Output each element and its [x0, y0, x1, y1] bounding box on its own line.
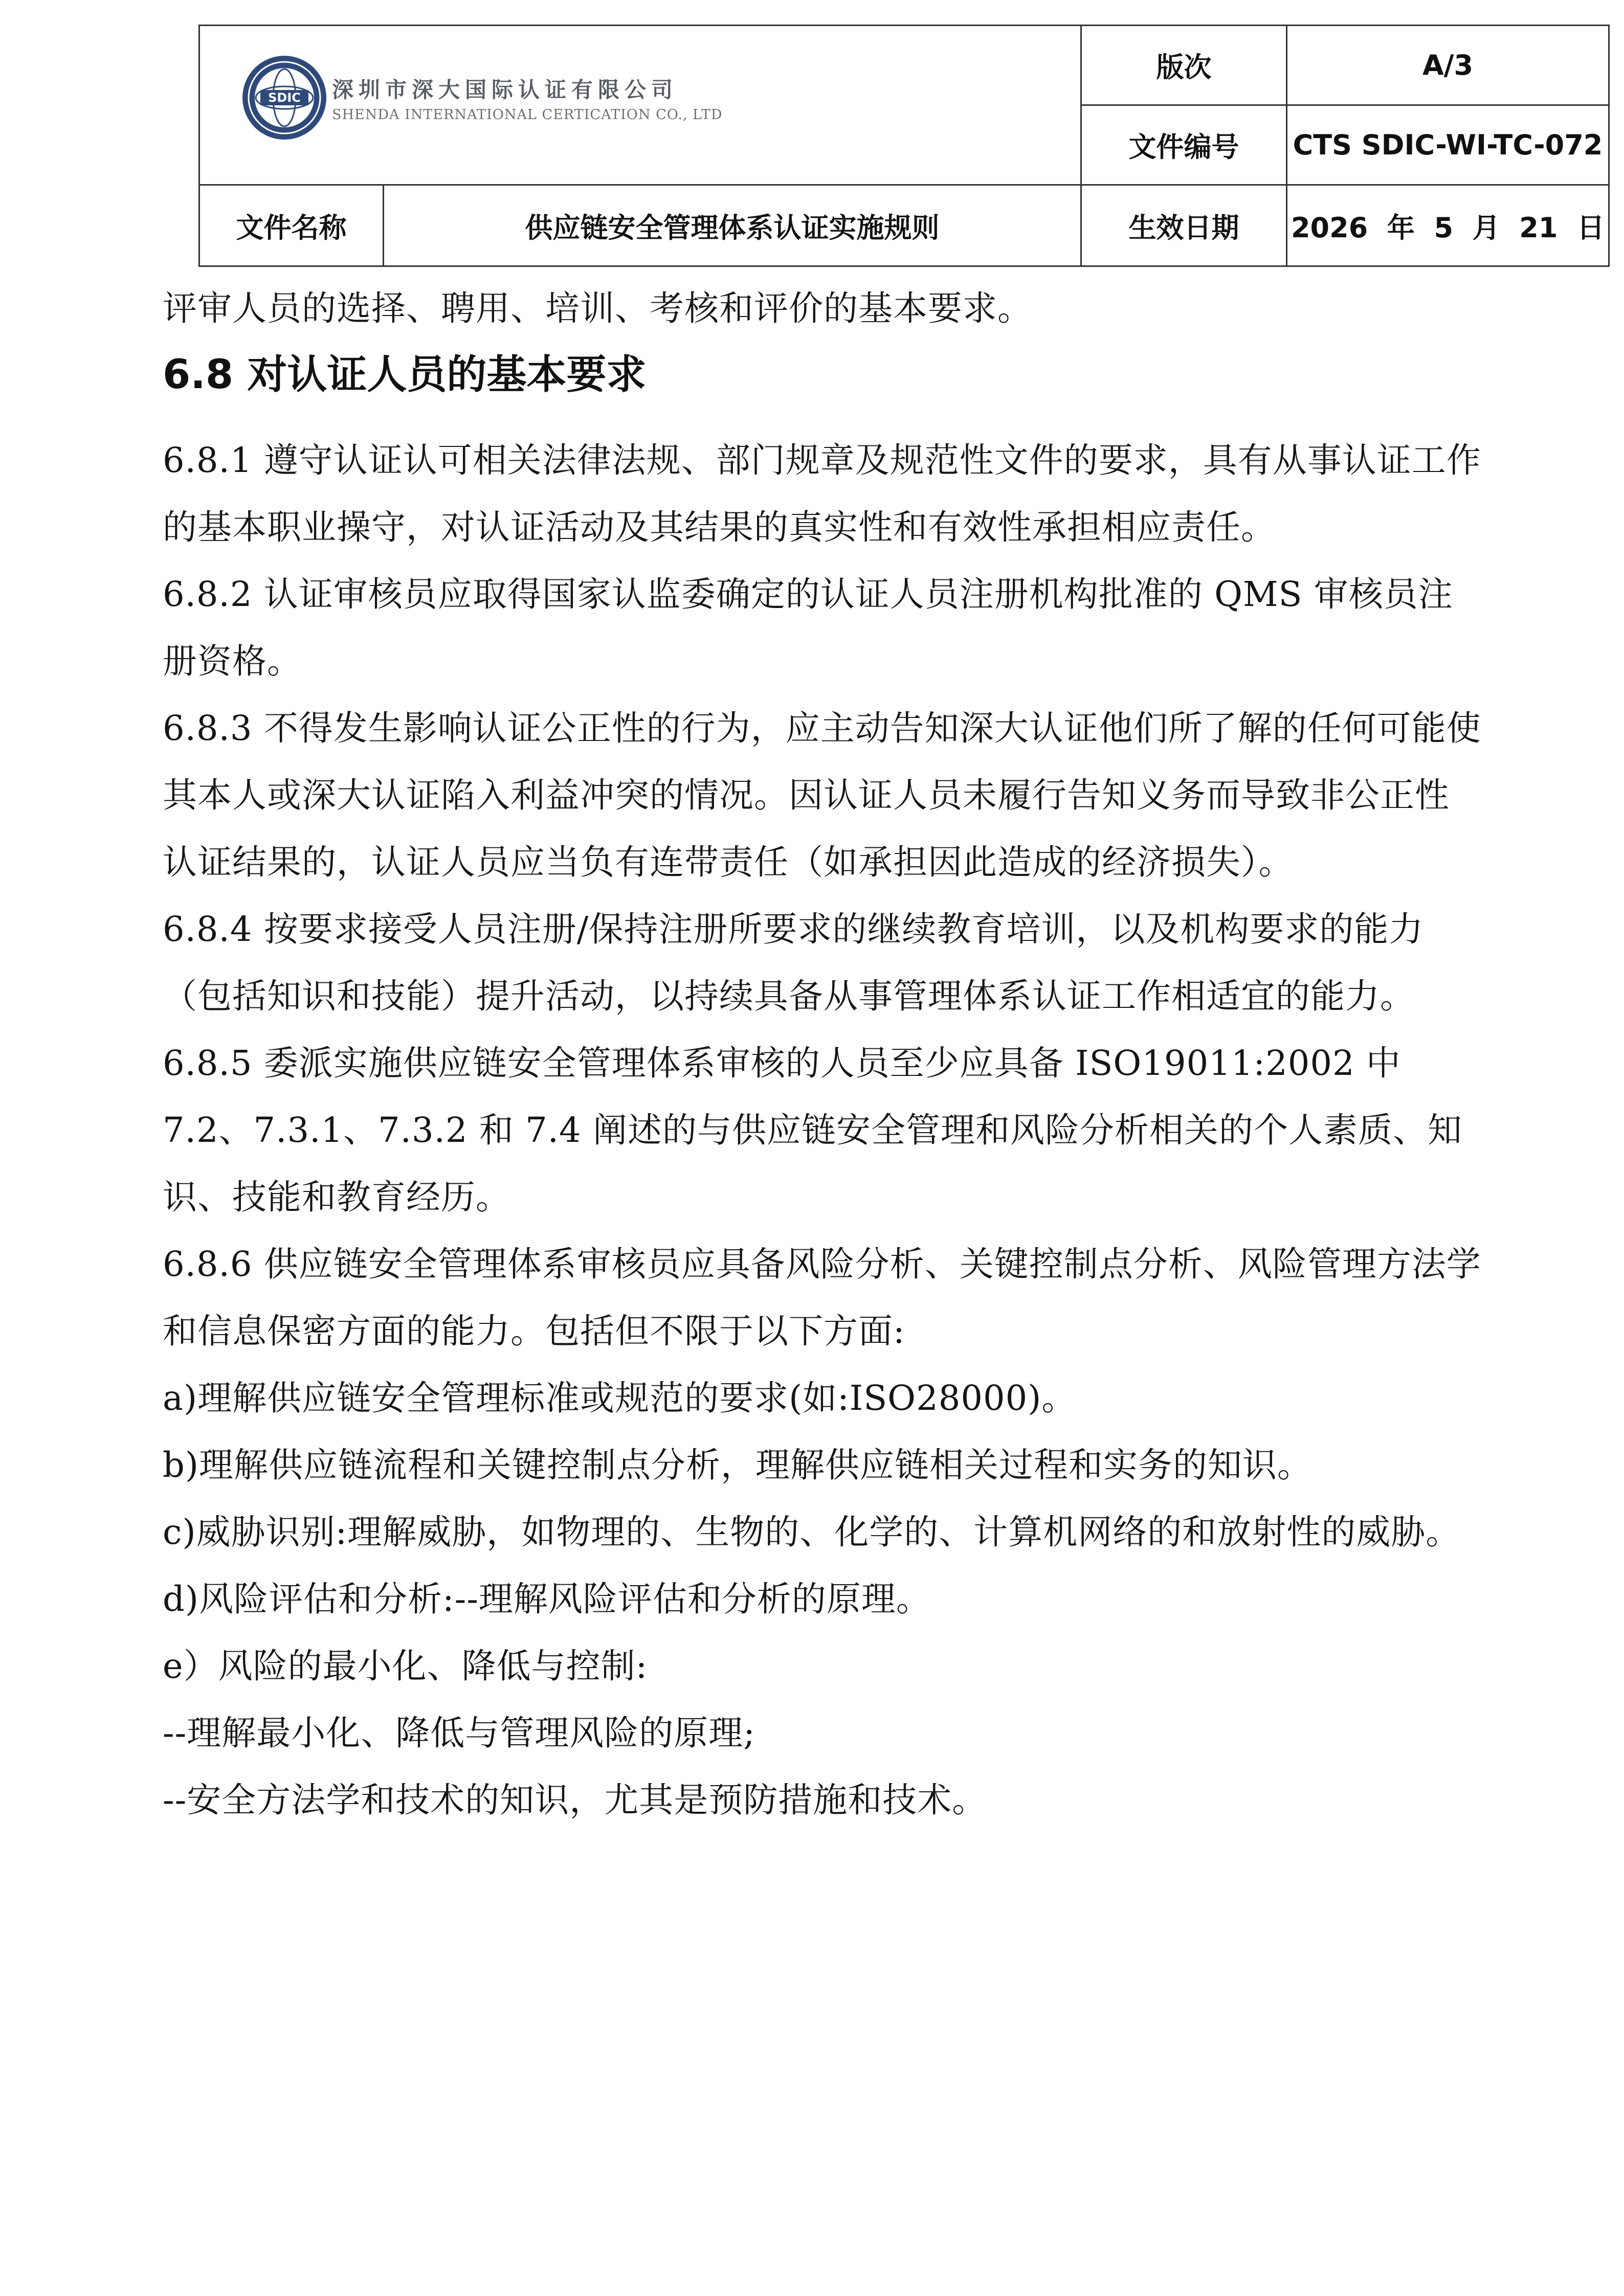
- company-emblem-icon: [241, 54, 328, 141]
- document-number-value: CTS SDIC-WI-TC-072: [1287, 105, 1609, 185]
- paragraph-6-8-6: 6.8.6 供应链安全管理体系审核员应具备风险分析、关键控制点分析、风险管理方法学和信息保密方面的能力。包括但不限于以下方面:: [163, 1244, 1481, 1351]
- document-header-table: [198, 25, 1610, 267]
- effective-date-label: 生效日期: [1081, 185, 1287, 266]
- document-name-label: 文件名称: [199, 185, 384, 266]
- company-name-en: SHENDA INTERNATIONAL CERTICATION CO., LTD: [332, 106, 723, 123]
- effective-date-value: 2026 年 5 月 21 日: [1287, 185, 1609, 266]
- paragraph-6-8-4: 6.8.4 按要求接受人员注册/保持注册所要求的继续教育培训，以及机构要求的能力（包括知识和技能）提升活动，以持续具备从事管理体系认证工作相适宜的能力。: [163, 909, 1424, 1016]
- document-body: [163, 275, 1482, 1834]
- emblem-text: SDIC: [268, 91, 301, 105]
- company-logo: [241, 54, 722, 141]
- sub-item-1: --理解最小化、降低与管理风险的原理;: [163, 1713, 755, 1753]
- company-logo-cell: [199, 26, 1081, 185]
- document-name-value: 供应链安全管理体系认证实施规则: [384, 185, 1081, 266]
- version-label: 版次: [1081, 26, 1287, 105]
- paragraph-6-8-1: 6.8.1 遵守认证认可相关法律法规、部门规章及规范性文件的要求，具有从事认证工作的基本职业操守，对认证活动及其结果的真实性和有效性承担相应责任。: [163, 440, 1481, 547]
- paragraph-6-8-5: 6.8.5 委派实施供应链安全管理体系审核的人员至少应具备 ISO19011:2002 中7.2、7.3.1、7.3.2 和 7.4 阐述的与供应链安全管理和风险分析相关的个人素质、知识、技能和教育经历。: [163, 1043, 1462, 1217]
- list-item-e: e）风险的最小化、降低与控制:: [163, 1646, 648, 1686]
- list-item-d: d)风险评估和分析:--理解风险评估和分析的原理。: [163, 1579, 931, 1619]
- paragraph-6-8-3: 6.8.3 不得发生影响认证公正性的行为，应主动告知深大认证他们所了解的任何可能使其本人或深大认证陷入利益冲突的情况。因认证人员未履行告知义务而导致非公正性认证结果的，认证人员应当负有连带责任（如承担因此造成的经济损失）。: [163, 708, 1481, 882]
- document-number-label: 文件编号: [1081, 105, 1287, 185]
- company-name-cn: 深圳市深大国际认证有限公司: [332, 77, 678, 102]
- section-title: 6.8 对认证人员的基本要求: [163, 352, 647, 398]
- list-item-c: c)威胁识别:理解威胁，如物理的、生物的、化学的、计算机网络的和放射性的威胁。: [163, 1512, 1461, 1552]
- version-value: A/3: [1287, 26, 1609, 105]
- list-item-a: a)理解供应链安全管理标准或规范的要求(如:ISO28000)。: [163, 1378, 1077, 1418]
- sub-item-2: --安全方法学和技术的知识，尤其是预防措施和技术。: [163, 1780, 987, 1820]
- paragraph-6-8-2: 6.8.2 认证审核员应取得国家认监委确定的认证人员注册机构批准的 QMS 审核员注册资格。: [163, 574, 1453, 681]
- lead-in-text: 评审人员的选择、聘用、培训、考核和评价的基本要求。: [163, 288, 1032, 328]
- list-item-b: b)理解供应链流程和关键控制点分析，理解供应链相关过程和实务的知识。: [163, 1445, 1312, 1485]
